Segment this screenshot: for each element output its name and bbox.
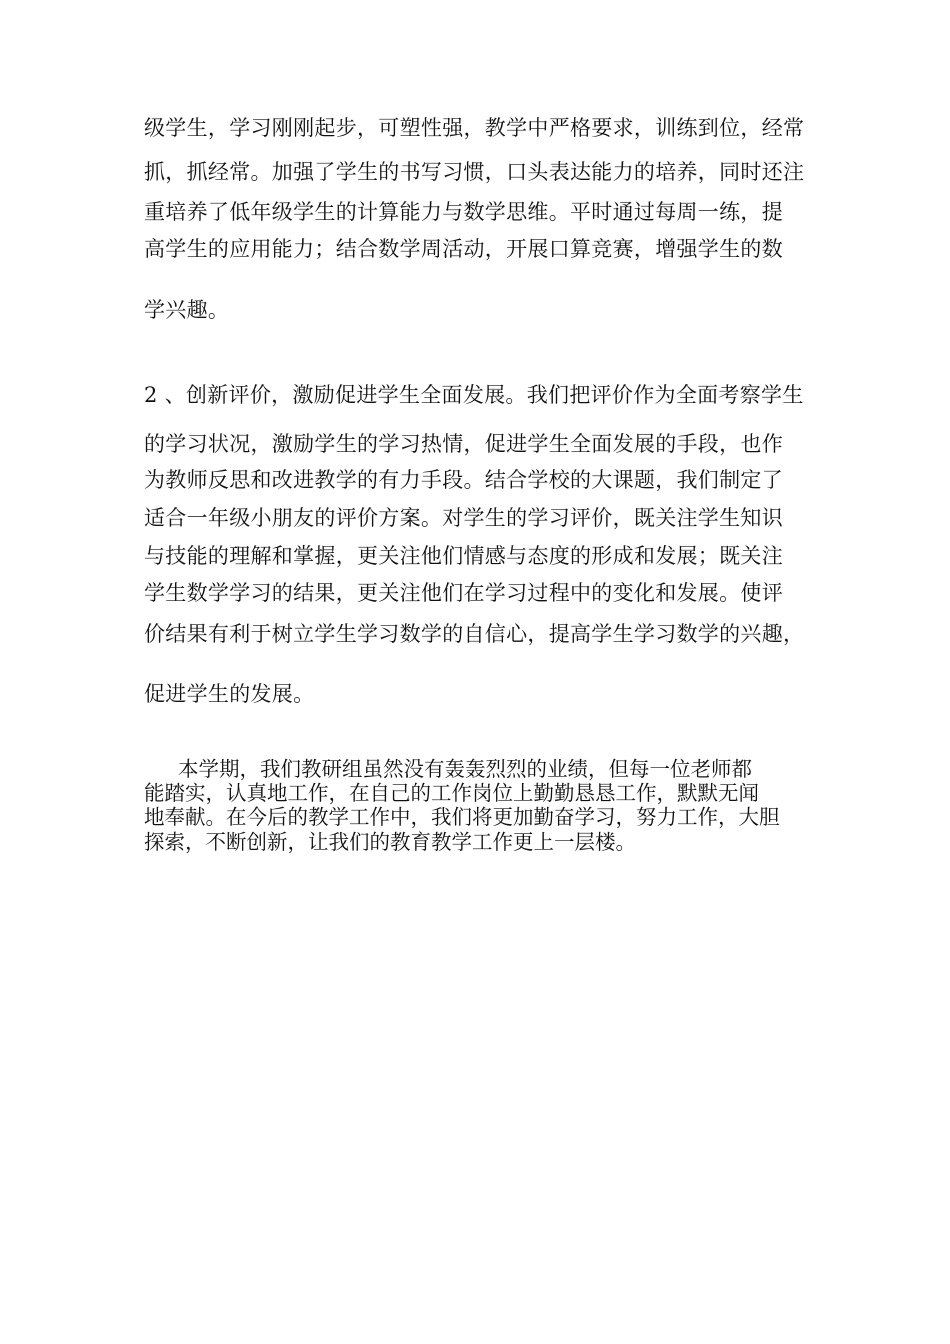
paragraph-3-line-2: 能踏实，认真地工作，在自己的工作岗位上勤勤恳恳工作，默默无闻 bbox=[144, 781, 759, 805]
paragraph-3-line-4: 探索，不断创新，让我们的教育教学工作更上一层楼。 bbox=[144, 830, 636, 854]
paragraph-3-line-3: 地奉献。在今后的教学工作中，我们将更加勤奋学习，努力工作，大胆 bbox=[144, 805, 780, 829]
paragraph-2-line-3: 为教师反思和改进教学的有力手段。结合学校的大课题，我们制定了 bbox=[144, 468, 783, 492]
paragraph-1-line-5: 学兴趣。 bbox=[144, 298, 230, 322]
paragraph-1-line-2: 抓，抓经常。加强了学生的书写习惯，口头表达能力的培养，同时还注 bbox=[144, 160, 805, 184]
paragraph-1-line-4: 高学生的应用能力；结合数学周活动，开展口算竞赛，增强学生的数 bbox=[144, 237, 783, 261]
paragraph-2-line-7: 价结果有利于树立学生学习数学的自信心，提高学生学习数学的兴趣， bbox=[144, 622, 805, 646]
paragraph-2-line-8: 促进学生的发展。 bbox=[144, 682, 315, 706]
paragraph-2-line-2: 的学习状况，激励学生的学习热情，促进学生全面发展的手段，也作 bbox=[144, 432, 783, 456]
paragraph-1-line-3: 重培养了低年级学生的计算能力与数学思维。平时通过每周一练，提 bbox=[144, 200, 783, 224]
paragraph-2-line-6: 学生数学学习的结果，更关注他们在学习过程中的变化和发展。使评 bbox=[144, 581, 783, 605]
paragraph-2-line-1: 2 、创新评价，激励促进学生全面发展。我们把评价作为全面考察学生 bbox=[144, 383, 804, 407]
paragraph-2-line-5: 与技能的理解和掌握，更关注他们情感与态度的形成和发展；既关注 bbox=[144, 544, 783, 568]
paragraph-1-line-1: 级学生，学习刚刚起步，可塑性强，教学中严格要求，训练到位，经常 bbox=[144, 116, 805, 140]
paragraph-3-line-1: 本学期，我们教研组虽然没有轰轰烈烈的业绩，但每一位老师都 bbox=[178, 757, 752, 781]
paragraph-2-line-4: 适合一年级小朋友的评价方案。对学生的学习评价，既关注学生知识 bbox=[144, 506, 783, 530]
